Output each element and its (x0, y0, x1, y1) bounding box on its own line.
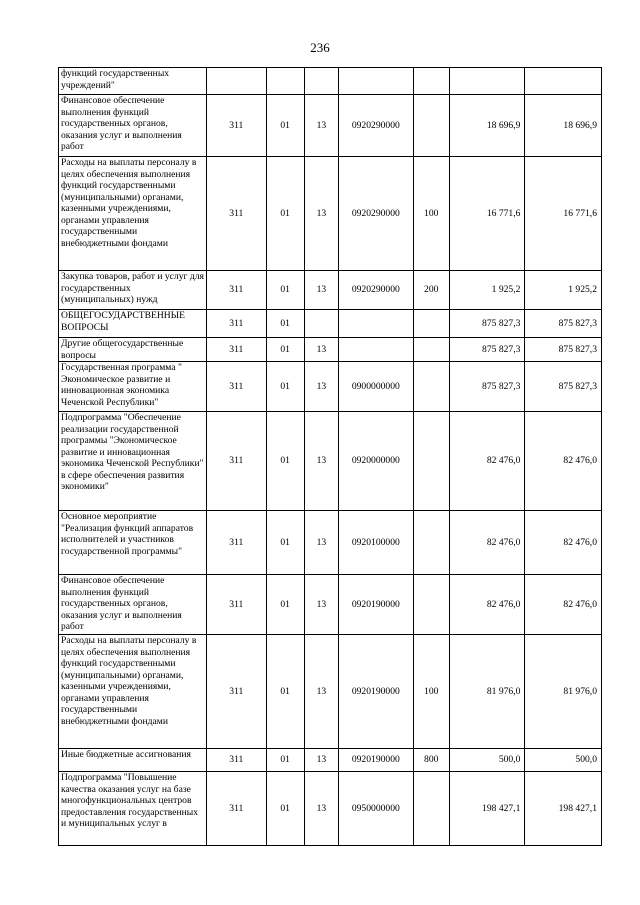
table-body (59, 68, 602, 846)
amount-1: 1 925,2 (449, 271, 525, 310)
amount-1: 875 827,3 (449, 310, 525, 338)
ved-code: 311 (207, 157, 266, 271)
ved-code: 311 (207, 575, 266, 635)
table-row (59, 271, 602, 310)
row-name: Подпрограмма "Обеспечение реализации государственной программы "Экономическое развитие и инновационная экономика Чеченской Республики" в сфере обеспечения развития экономики" (59, 412, 207, 511)
expense-type-code (413, 575, 449, 635)
amount-2: 198 427,1 (525, 772, 602, 846)
table-row (59, 362, 602, 412)
amount-1: 875 827,3 (449, 362, 525, 412)
target-article-code (339, 338, 414, 362)
amount-2: 500,0 (525, 749, 602, 772)
amount-1: 82 476,0 (449, 575, 525, 635)
expense-type-code: 800 (413, 749, 449, 772)
target-article-code: 0920290000 (339, 271, 414, 310)
table-row (59, 95, 602, 157)
row-name: Закупка товаров, работ и услуг для государственных (муниципальных) нужд (59, 271, 207, 310)
section-code: 01 (266, 157, 304, 271)
target-article-code: 0950000000 (339, 772, 414, 846)
page-number: 236 (310, 40, 330, 55)
amount-1: 18 696,9 (449, 95, 525, 157)
amount-2: 1 925,2 (525, 271, 602, 310)
row-name: ОБЩЕГОСУДАРСТВЕННЫЕ ВОПРОСЫ (59, 310, 207, 338)
ved-code: 311 (207, 511, 266, 575)
amount-2: 82 476,0 (525, 412, 602, 511)
subsection-code: 13 (304, 511, 338, 575)
amount-2: 875 827,3 (525, 362, 602, 412)
section-code: 01 (266, 749, 304, 772)
target-article-code: 0920290000 (339, 157, 414, 271)
expense-type-code (413, 338, 449, 362)
subsection-code: 13 (304, 271, 338, 310)
subsection-code: 13 (304, 635, 338, 749)
ved-code: 311 (207, 635, 266, 749)
amount-2 (525, 68, 602, 95)
table-row (59, 310, 602, 338)
section-code: 01 (266, 412, 304, 511)
section-code: 01 (266, 635, 304, 749)
amount-2: 82 476,0 (525, 511, 602, 575)
ved-code (207, 68, 266, 95)
target-article-code: 0920290000 (339, 95, 414, 157)
amount-1 (449, 68, 525, 95)
table-row (59, 412, 602, 511)
table-row (59, 338, 602, 362)
expense-type-code: 100 (413, 635, 449, 749)
expense-type-code (413, 362, 449, 412)
amount-2: 875 827,3 (525, 338, 602, 362)
expense-type-code (413, 772, 449, 846)
budget-table (58, 67, 602, 846)
amount-2: 18 696,9 (525, 95, 602, 157)
section-code: 01 (266, 271, 304, 310)
row-name: Подпрограмма "Повышение качества оказания услуг на базе многофункциональных центров предоставления государственных и муниципальных услуг в (59, 772, 207, 846)
row-name: Другие общегосударственные вопросы (59, 338, 207, 362)
amount-1: 875 827,3 (449, 338, 525, 362)
amount-2: 81 976,0 (525, 635, 602, 749)
subsection-code: 13 (304, 362, 338, 412)
ved-code: 311 (207, 749, 266, 772)
table-row (59, 749, 602, 772)
target-article-code: 0920190000 (339, 749, 414, 772)
target-article-code: 0920190000 (339, 575, 414, 635)
ved-code: 311 (207, 412, 266, 511)
subsection-code (304, 310, 338, 338)
expense-type-code (413, 310, 449, 338)
ved-code: 311 (207, 310, 266, 338)
target-article-code (339, 68, 414, 95)
target-article-code: 0920100000 (339, 511, 414, 575)
subsection-code: 13 (304, 412, 338, 511)
subsection-code: 13 (304, 338, 338, 362)
expense-type-code (413, 95, 449, 157)
amount-1: 82 476,0 (449, 511, 525, 575)
row-name: Расходы на выплаты персоналу в целях обеспечения выполнения функций государственными (муниципальными) органами, казенными учреждениями, органами управления государственными внебюджетными фондами (59, 635, 207, 749)
section-code (266, 68, 304, 95)
expense-type-code (413, 412, 449, 511)
row-name: функций государственных учреждений" (59, 68, 207, 95)
amount-2: 875 827,3 (525, 310, 602, 338)
row-name: Расходы на выплаты персоналу в целях обеспечения выполнения функций государственными (муниципальными) органами, казенными учреждениями, органами управления государственными внебюджетными фондами (59, 157, 207, 271)
expense-type-code: 100 (413, 157, 449, 271)
target-article-code: 0920190000 (339, 635, 414, 749)
amount-2: 82 476,0 (525, 575, 602, 635)
table-row (59, 68, 602, 95)
section-code: 01 (266, 575, 304, 635)
row-name: Финансовое обеспечение выполнения функций государственных органов, оказания услуг и выполнения работ (59, 575, 207, 635)
section-code: 01 (266, 362, 304, 412)
amount-2: 16 771,6 (525, 157, 602, 271)
subsection-code (304, 68, 338, 95)
ved-code: 311 (207, 362, 266, 412)
table-row (59, 635, 602, 749)
expense-type-code (413, 511, 449, 575)
table-row (59, 511, 602, 575)
target-article-code (339, 310, 414, 338)
section-code: 01 (266, 95, 304, 157)
table-row (59, 157, 602, 271)
row-name: Основное мероприятие "Реализация функций аппаратов исполнителей и участников государственной программы" (59, 511, 207, 575)
ved-code: 311 (207, 271, 266, 310)
subsection-code: 13 (304, 157, 338, 271)
section-code: 01 (266, 772, 304, 846)
expense-type-code (413, 68, 449, 95)
section-code: 01 (266, 511, 304, 575)
amount-1: 198 427,1 (449, 772, 525, 846)
section-code: 01 (266, 310, 304, 338)
amount-1: 82 476,0 (449, 412, 525, 511)
subsection-code: 13 (304, 749, 338, 772)
target-article-code: 0900000000 (339, 362, 414, 412)
amount-1: 81 976,0 (449, 635, 525, 749)
subsection-code: 13 (304, 95, 338, 157)
row-name: Иные бюджетные ассигнования (59, 749, 207, 772)
row-name: Государственная программа " Экономическое развитие и инновационная экономика Чеченской Республики" (59, 362, 207, 412)
amount-1: 500,0 (449, 749, 525, 772)
target-article-code: 0920000000 (339, 412, 414, 511)
ved-code: 311 (207, 338, 266, 362)
subsection-code: 13 (304, 772, 338, 846)
expense-type-code: 200 (413, 271, 449, 310)
amount-1: 16 771,6 (449, 157, 525, 271)
ved-code: 311 (207, 772, 266, 846)
subsection-code: 13 (304, 575, 338, 635)
table-row (59, 575, 602, 635)
row-name: Финансовое обеспечение выполнения функций государственных органов, оказания услуг и выполнения работ (59, 95, 207, 157)
section-code: 01 (266, 338, 304, 362)
ved-code: 311 (207, 95, 266, 157)
table-row (59, 772, 602, 846)
